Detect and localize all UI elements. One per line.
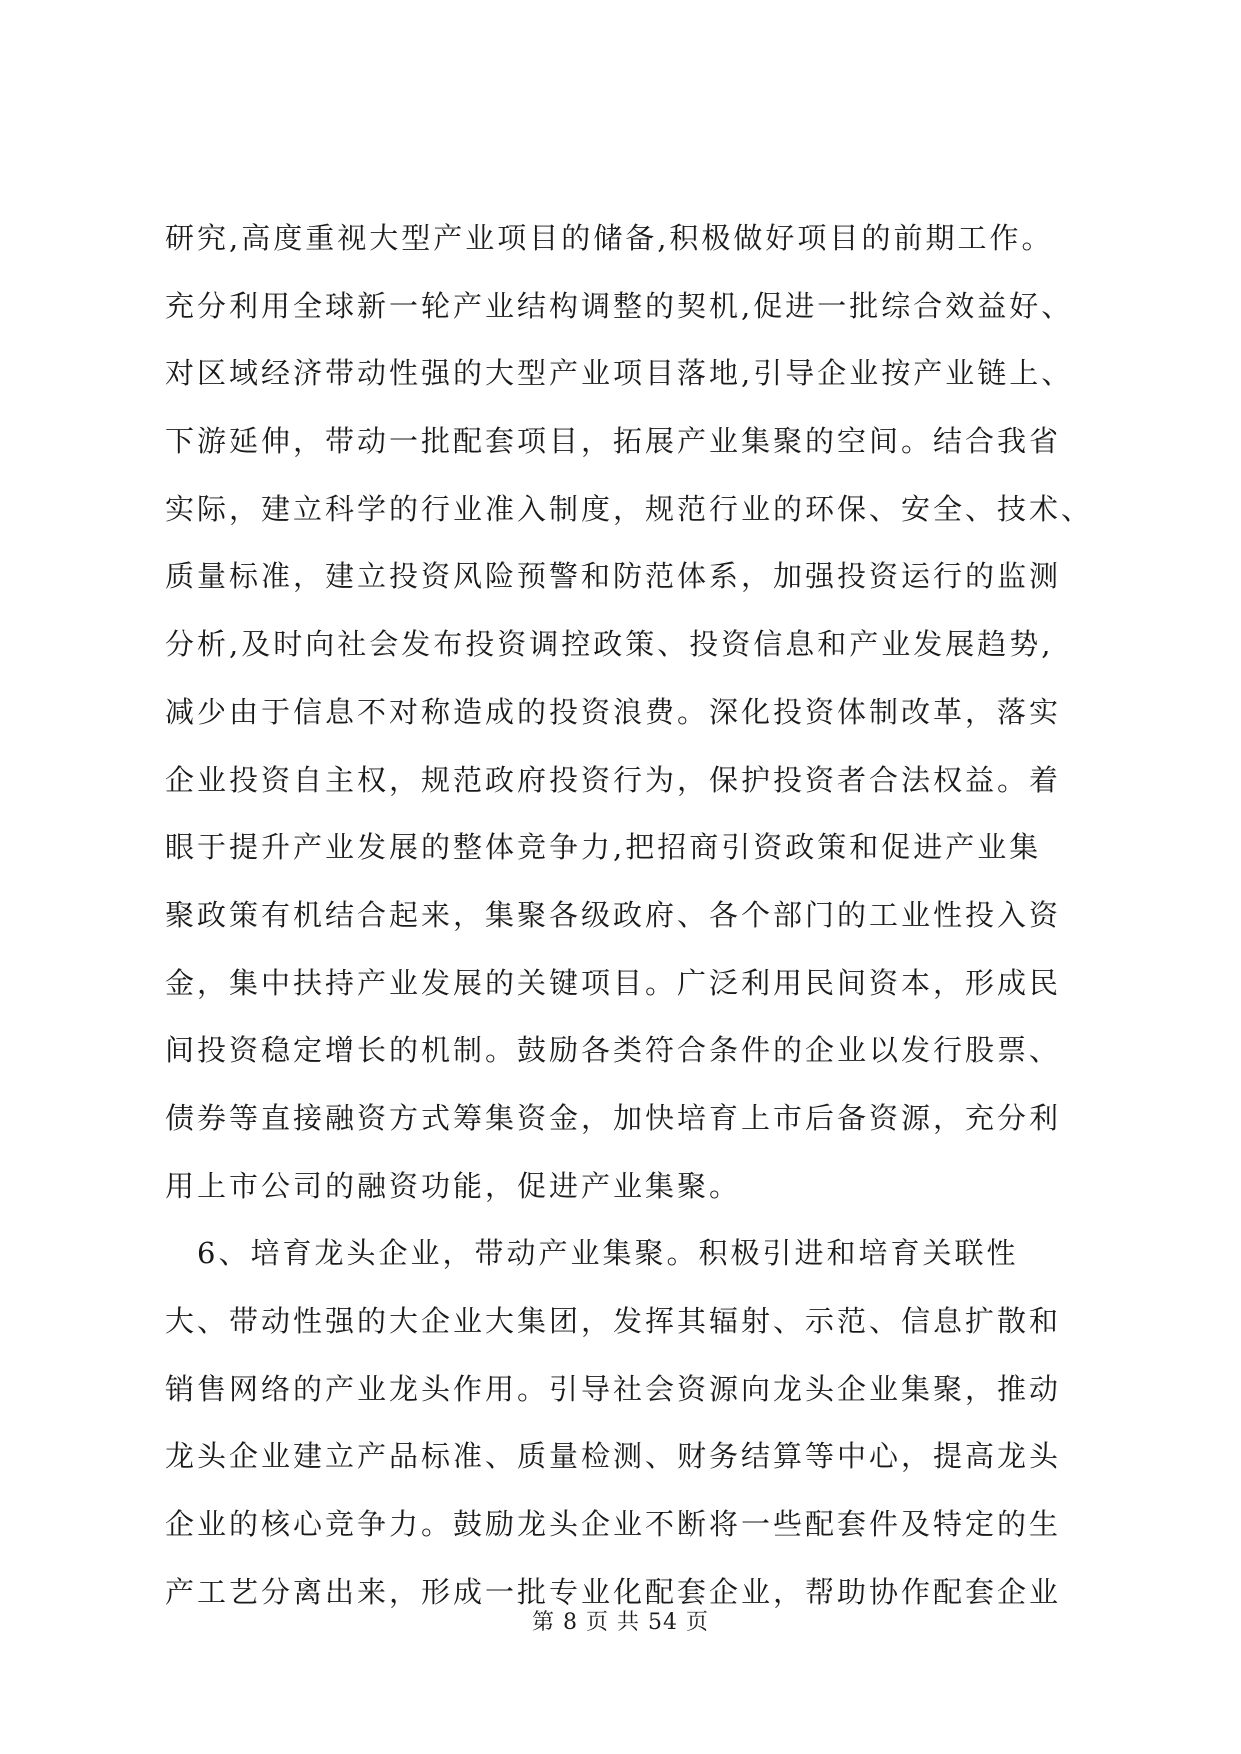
text-line: 对区域经济带动性强的大型产业项目落地,引导企业按产业链上、 (165, 356, 1074, 391)
page-number-footer: 第 8 页 共 54 页 (532, 1610, 709, 1635)
text-line: 企业的核心竞争力。鼓励龙头企业不断将一些配套件及特定的生 (165, 1507, 1062, 1542)
text-line: 研究,高度重视大型产业项目的储备,积极做好项目的前期工作。 (165, 221, 1054, 255)
text-line: 龙头企业建立产品标准、质量检测、财务结算等中心，提高龙头 (165, 1439, 1062, 1474)
text-line: 大、带动性强的大企业大集团，发挥其辐射、示范、信息扩散和 (165, 1304, 1062, 1338)
text-line: 眼于提升产业发展的整体竞争力,把招商引资政策和促进产业集 (165, 830, 1042, 865)
body-text (165, 205, 1125, 1626)
text-line: 销售网络的产业龙头作用。引导社会资源向龙头企业集聚，推动 (165, 1371, 1062, 1406)
text-line: 实际，建立科学的行业准入制度，规范行业的环保、安全、技术、 (165, 491, 1094, 526)
text-line: 6、培育龙头企业，带动产业集聚。积极引进和培育关联性 (165, 1236, 1019, 1271)
text-line: 聚政策有机结合起来，集聚各级政府、各个部门的工业性投入资 (165, 897, 1062, 932)
text-line: 金，集中扶持产业发展的关键项目。广泛利用民间资本，形成民 (165, 965, 1062, 1000)
text-line: 充分利用全球新一轮产业结构调整的契机,促进一批综合效益好、 (165, 288, 1074, 323)
text-line: 企业投资自主权，规范政府投资行为，保护投资者合法权益。着 (165, 762, 1062, 797)
text-line: 产工艺分离出来，形成一批专业化配套企业，帮助协作配套企业 (165, 1574, 1062, 1609)
text-line: 质量标准，建立投资风险预警和防范体系，加强投资运行的监测 (165, 559, 1062, 594)
text-line: 用上市公司的融资功能，促进产业集聚。 (165, 1168, 742, 1203)
text-line: 分析,及时向社会发布投资调控政策、投资信息和产业发展趋势, (165, 627, 1054, 662)
text-line: 间投资稳定增长的机制。鼓励各类符合条件的企业以发行股票、 (165, 1033, 1062, 1068)
text-line: 减少由于信息不对称造成的投资浪费。深化投资体制改革，落实 (165, 694, 1062, 729)
text-line: 下游延伸，带动一批配套项目，拓展产业集聚的空间。结合我省 (165, 424, 1062, 459)
text-line: 债券等直接融资方式筹集资金，加快培育上市后备资源，充分利 (165, 1100, 1062, 1135)
